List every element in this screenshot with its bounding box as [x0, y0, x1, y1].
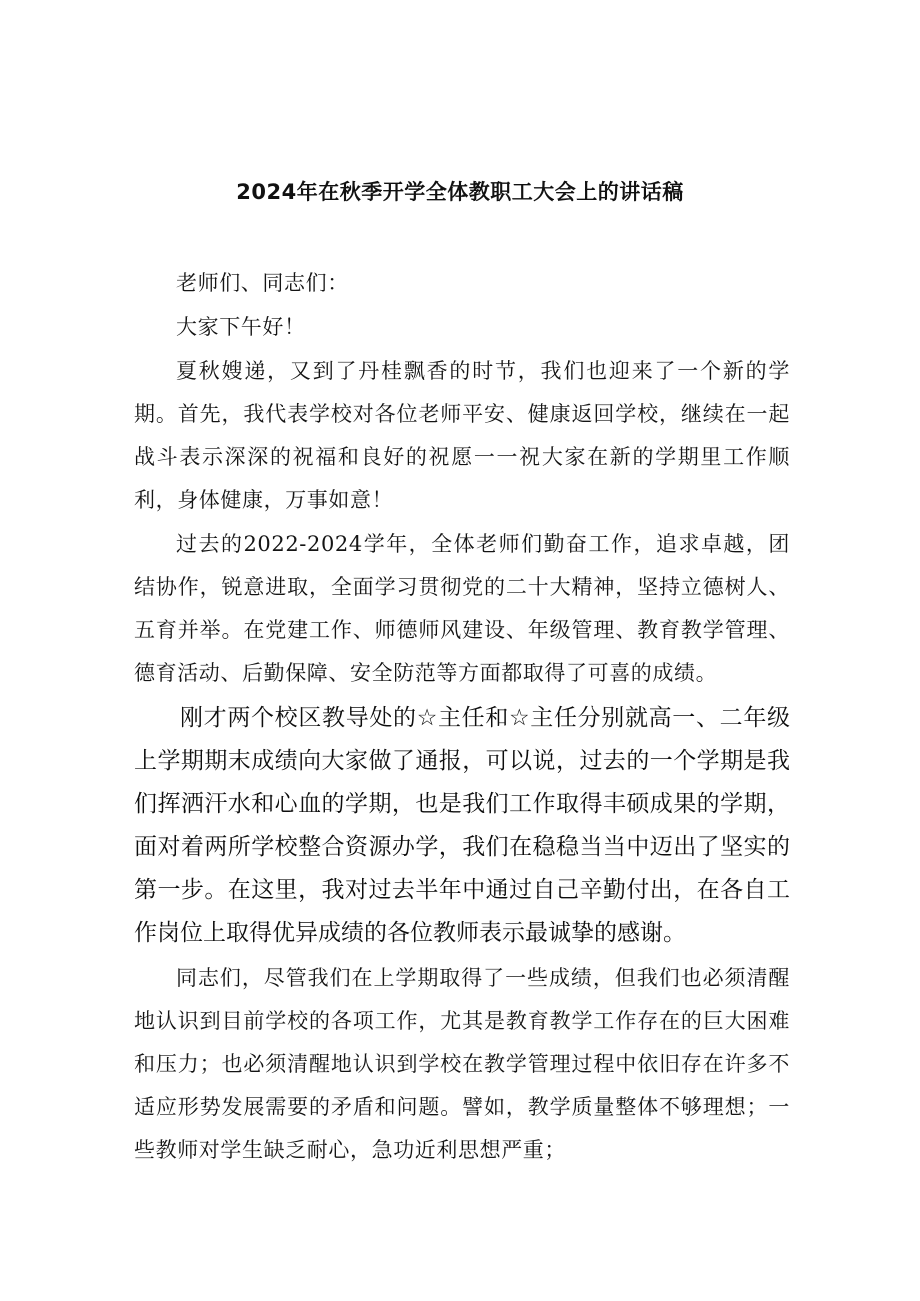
document-title: 2024年在秋季开学全体教职工大会上的讲话稿 [236, 180, 684, 204]
document-body [134, 262, 790, 1172]
paragraph-2: 过去的2022-2024学年，全体老师们勤奋工作，追求卓越，团结协作，锐意进取，全面学习贯彻党的二十大精神，坚持立德树人、五育并举。在党建工作、师德师风建设、年级管理、教育教学管理、德育活动、后勤保障、安全防范等方面都取得了可喜的成绩。 [134, 532, 790, 685]
greeting: 大家下午好！ [176, 315, 306, 339]
paragraph-1: 夏秋嫂递，又到了丹桂飘香的时节，我们也迎来了一个新的学期。首先，我代表学校对各位老师平安、健康返回学校，继续在一起战斗表示深深的祝福和良好的祝愿一一祝大家在新的学期里工作顺利，身体健康，万事如意！ [134, 359, 790, 512]
paragraph-4: 同志们，尽管我们在上学期取得了一些成绩，但我们也必须清醒地认识到目前学校的各项工作，尤其是教育教学工作存在的巨大困难和压力；也必须清醒地认识到学校在教学管理过程中依旧存在许多不适应形势发展需要的矛盾和问题。譬如，教学质量整体不够理想；一些教师对学生缺乏耐心，急功近利思想严重； [134, 966, 790, 1162]
paragraph-3: 刚才两个校区教导处的☆主任和☆主任分别就高一、二年级上学期期末成绩向大家做了通报，可以说，过去的一个学期是我们挥洒汗水和心血的学期，也是我们工作取得丰硕成果的学期，面对着两所学校整合资源办学，我们在稳稳当当中迈出了坚实的第一步。在这里，我对过去半年中通过自己辛勤付出，在各自工作岗位上取得优异成绩的各位教师表示最诚挚的感谢。 [134, 705, 790, 946]
salutation: 老师们、同志们： [176, 271, 349, 295]
